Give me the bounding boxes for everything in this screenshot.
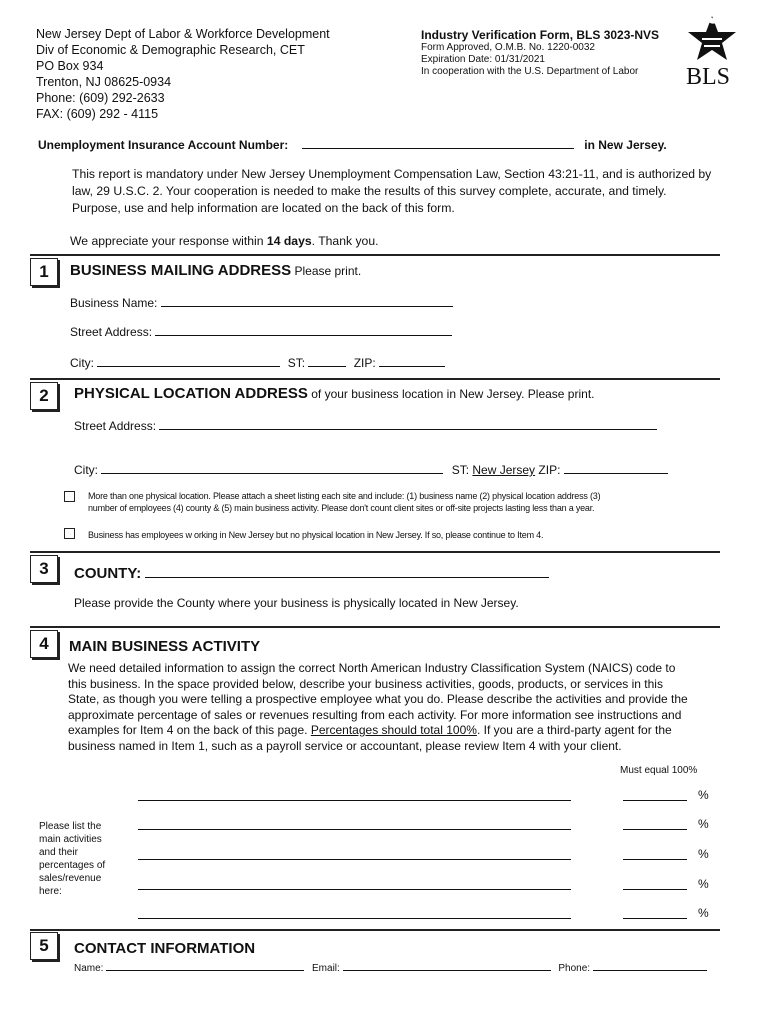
contact-phone-label: Phone: xyxy=(558,963,591,974)
contact-name-label: Name: xyxy=(74,963,104,974)
activity-input-2[interactable] xyxy=(138,829,571,830)
no-physical-location-checkbox[interactable] xyxy=(64,528,75,539)
section-number-3: 3 xyxy=(30,555,58,583)
percent-sign: % xyxy=(698,817,709,831)
business-name-input[interactable] xyxy=(161,295,453,307)
thanks-text: . Thank you. xyxy=(311,234,379,248)
percentages-total-note: Percentages should total 100% xyxy=(310,723,477,737)
activity-input-1[interactable] xyxy=(138,800,571,801)
form-title: Industry Verification Form, BLS 3023-NVS xyxy=(421,28,660,42)
physical-zip-label: ZIP: xyxy=(538,463,561,477)
physical-title-note: of your business location in New Jersey. Please print. xyxy=(307,387,595,401)
form-info xyxy=(421,28,659,78)
agency-line: New Jersey Dept of Labor & Workforce Development xyxy=(36,27,330,41)
ui-account-input[interactable] xyxy=(302,136,574,149)
contact-row xyxy=(74,961,707,974)
bls-logo-text: BLS xyxy=(686,64,731,90)
ui-account-row xyxy=(38,136,667,152)
percent-sign: % xyxy=(698,847,709,861)
percent-input-3[interactable] xyxy=(623,859,687,860)
contact-name-input[interactable] xyxy=(106,961,304,971)
physical-city-row xyxy=(74,462,668,477)
multiple-locations-line: More than one physical location. Please attach a sheet listing each site and include: (1) business name (2) physical location address (3) xyxy=(88,491,601,501)
ui-account-suffix: in New Jersey. xyxy=(584,138,667,152)
multiple-locations-line: number of employees (4) county & (5) main business activity. Please don't count client sites or off-site projects lasting less than a year. xyxy=(88,503,595,513)
mailing-city-input[interactable] xyxy=(97,355,280,367)
percent-input-5[interactable] xyxy=(623,918,687,919)
percent-sign: % xyxy=(698,877,709,891)
percent-input-1[interactable] xyxy=(623,800,687,801)
physical-city-label: City: xyxy=(74,463,98,477)
section-title-mailing xyxy=(70,262,361,279)
section-number-1: 1 xyxy=(30,258,58,286)
appreciation-text: We appreciate your response within xyxy=(70,234,267,248)
percent-sign: % xyxy=(698,906,709,920)
ui-account-label: Unemployment Insurance Account Number: xyxy=(38,138,289,152)
physical-zip-input[interactable] xyxy=(564,462,668,474)
physical-street-label: Street Address: xyxy=(74,419,157,433)
agency-address xyxy=(36,26,330,122)
county-label: COUNTY: xyxy=(74,565,142,582)
physical-street-row xyxy=(74,418,657,433)
agency-line: Trenton, NJ 08625-0934 xyxy=(36,75,172,89)
activity-input-4[interactable] xyxy=(138,889,571,890)
mailing-zip-input[interactable] xyxy=(379,355,445,367)
contact-email-label: Email: xyxy=(312,963,340,974)
section-title-physical xyxy=(74,385,595,402)
mandatory-notice: This report is mandatory under New Jersey Unemployment Compensation Law, Section 43:21-11, and is authorized by law, 29 U.S.C. 2. Your cooperation is needed to make the results of this survey complete, accurate, and timely. Purpose, use and help information are located on the back of this form. xyxy=(72,167,712,215)
physical-state-label: ST: xyxy=(451,463,470,477)
no-physical-location-text: Business has employees w orking in New Jersey but no physical location in New Jersey. If so, please continue to Item 4. xyxy=(88,530,544,540)
contact-phone-input[interactable] xyxy=(593,961,707,971)
activity-instructions-text: . If you are a third-party agent for the business named in Item 1, such as a payroll service or accountant, please review Item 4 with your client. xyxy=(68,723,672,753)
bls-logo xyxy=(682,12,742,88)
cooperation-note: In cooperation with the U.S. Department of Labor xyxy=(421,66,639,77)
agency-line: FAX: (609) 292 - 4115 xyxy=(36,107,159,121)
mailing-title: BUSINESS MAILING ADDRESS xyxy=(70,262,292,279)
physical-state-value: New Jersey xyxy=(472,463,536,477)
mailing-city-label: City: xyxy=(70,356,94,370)
activity-input-5[interactable] xyxy=(138,918,571,919)
physical-title: PHYSICAL LOCATION ADDRESS xyxy=(74,385,308,402)
section-number-2: 2 xyxy=(30,382,58,410)
physical-city-input[interactable] xyxy=(101,462,443,474)
contact-email-input[interactable] xyxy=(343,961,551,971)
mailing-city-row xyxy=(70,355,445,370)
response-days: 14 days xyxy=(266,234,312,248)
section-divider xyxy=(30,626,720,628)
must-equal-note: Must equal 100% xyxy=(620,765,698,776)
multiple-locations-checkbox[interactable] xyxy=(64,491,75,502)
activity-input-3[interactable] xyxy=(138,859,571,860)
agency-line: Div of Economic & Demographic Research, CET xyxy=(36,43,305,57)
main-activity-title: MAIN BUSINESS ACTIVITY xyxy=(69,638,261,655)
agency-line: PO Box 934 xyxy=(36,59,104,73)
business-name-row xyxy=(70,295,453,310)
multiple-locations-text xyxy=(88,490,600,514)
county-note: Please provide the County where your business is physically located in New Jersey. xyxy=(74,596,519,610)
section-divider xyxy=(30,551,720,553)
mailing-state-label: ST: xyxy=(287,356,306,370)
county-input[interactable] xyxy=(145,563,549,578)
bls-star-icon xyxy=(682,12,742,68)
mailing-state-input[interactable] xyxy=(308,355,346,367)
physical-street-input[interactable] xyxy=(159,418,657,430)
section-number-4: 4 xyxy=(30,630,58,658)
contact-info-title: CONTACT INFORMATION xyxy=(74,940,256,957)
section-divider xyxy=(30,378,720,380)
section-number-5: 5 xyxy=(30,932,58,960)
percent-sign: % xyxy=(698,788,709,802)
activity-instructions-text: We need detailed information to assign the correct North American Industry Classification System (NAICS) code to this business. In the space provided below, describe your business activities, goods, products, or services in this State, as though you were telling a prospective employee what you do. Please describe the activities and provide the approximate percentage of sales or revenues resulting from each activity. For more information see instructions and examples for Item 4 on the back of this page. xyxy=(68,661,688,737)
expiration-date: Expiration Date: 01/31/2021 xyxy=(421,54,545,65)
business-name-label: Business Name: xyxy=(70,296,158,310)
mailing-street-label: Street Address: xyxy=(70,325,153,339)
section-divider xyxy=(30,929,720,931)
main-activity-instructions xyxy=(68,661,696,754)
percent-input-4[interactable] xyxy=(623,889,687,890)
section-divider xyxy=(30,254,720,256)
omb-approval: Form Approved, O.M.B. No. 1220-0032 xyxy=(421,42,595,53)
mailing-zip-label: ZIP: xyxy=(353,356,376,370)
mailing-street-input[interactable] xyxy=(155,324,452,336)
agency-line: Phone: (609) 292-2633 xyxy=(36,91,165,105)
percent-input-2[interactable] xyxy=(623,829,687,830)
activities-side-note: Please list the main activities and their percentages of sales/revenue here: xyxy=(39,821,106,897)
mailing-street-row xyxy=(70,324,452,339)
mailing-title-note: Please print. xyxy=(291,264,362,278)
county-row xyxy=(74,563,549,582)
appreciation-note xyxy=(70,233,379,250)
